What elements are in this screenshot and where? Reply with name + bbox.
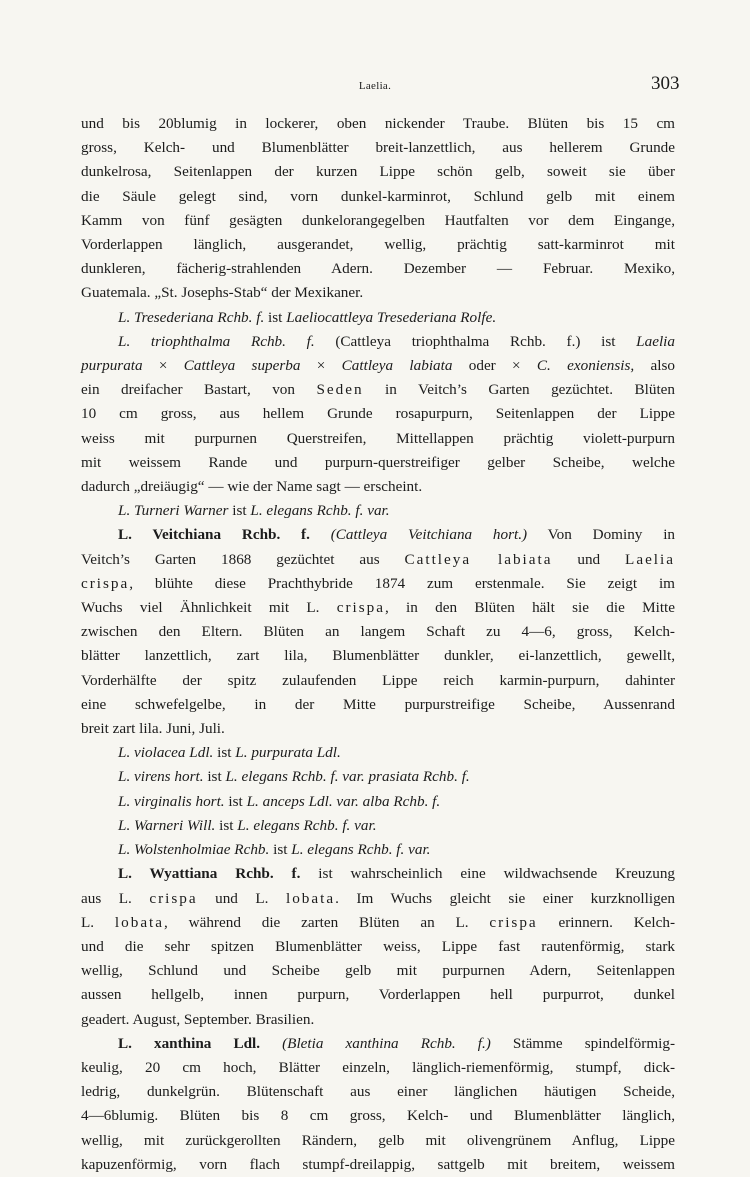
text-line [81, 1153, 675, 1177]
text-line [81, 911, 675, 935]
text-segment: crispa [336, 599, 385, 617]
text-line [81, 475, 675, 499]
text-line [81, 620, 675, 644]
text-segment: 4—6blumig. Blüten bis 8 cm gross, Kelch- und Blumenblätter länglich, [81, 1107, 675, 1125]
page-number: 303 [651, 73, 680, 94]
text-segment: , in den Blüten hält sie die Mitte [384, 599, 676, 617]
text-line [81, 862, 675, 886]
text-line [81, 378, 675, 402]
text-segment: dunkelrosa, Seitenlappen der kurzen Lippe schön gelb, soweit sie über [81, 163, 675, 181]
text-segment: geadert. August, September. Brasilien. [81, 1010, 315, 1028]
text-segment: (Bletia xanthina Rchb. f.) [282, 1034, 491, 1052]
text-segment: ist [269, 841, 292, 859]
text-segment: L. violacea Ldl. [118, 744, 214, 762]
text-segment: lobata [285, 889, 336, 907]
text-segment: mit weissem Rande und purpurn-querstreifiger gelber Scheibe, welche [81, 453, 675, 471]
text-segment: ist [228, 502, 251, 520]
text-segment: keulig, 20 cm hoch, Blätter einzeln, länglich-riemenförmig, stumpf, dick- [81, 1058, 675, 1076]
text-line [81, 1008, 675, 1032]
text-segment: kapuzenförmig, vorn flach stumpf-dreilappig, sattgelb mit breitem, weissem [81, 1155, 675, 1173]
running-title: Laelia. [358, 80, 392, 92]
text-line [81, 838, 675, 862]
text-line [81, 1104, 675, 1128]
text-segment: L. Wolstenholmiae Rchb. [118, 841, 270, 859]
text-line [81, 935, 675, 959]
text-segment: dadurch „dreiäugig“ — wie der Name sagt — erscheint. [81, 478, 423, 496]
text-line [81, 281, 675, 305]
text-line [81, 499, 675, 523]
text-line [81, 669, 675, 693]
text-line [81, 765, 675, 789]
text-line [81, 983, 675, 1007]
text-line [81, 814, 675, 838]
text-segment: Seden [316, 381, 364, 399]
text-segment: also [634, 357, 675, 375]
text-segment: ist wahrscheinlich eine wildwachsende Kreuzung [300, 865, 676, 883]
text-segment: Vorderhälfte der spitz zulaufenden Lippe reich karmin-purpurn, dahinter [81, 671, 675, 689]
text-line [81, 1080, 675, 1104]
text-segment: 10 cm gross, aus hellem Grunde rosapurpurn, Seitenlappen der Lippe [81, 405, 675, 423]
text-segment: ledrig, dunkelgrün. Blütenschaft aus einer länglichen häutigen Scheide, [81, 1083, 675, 1101]
text-segment: L. Warneri Will. [118, 816, 216, 834]
text-line [81, 402, 675, 426]
text-segment: Cattleya superba [183, 357, 301, 375]
text-segment: L. triophthalma Rchb. f. [118, 332, 315, 350]
text-segment: L. Wyattiana Rchb. f. [118, 865, 301, 883]
text-segment: L. virens hort. [118, 768, 204, 786]
text-segment: lobata [114, 913, 165, 931]
text-line [81, 1129, 675, 1153]
text-segment: L. Tresederiana Rchb. f. [118, 308, 265, 326]
text-segment: aus L. [81, 889, 150, 907]
text-line [81, 185, 675, 209]
text-segment: Kamm von fünf gesägten dunkelorangegelben Hautfalten vor dem Eingange, [81, 211, 675, 229]
text-segment: aussen hellgelb, innen purpurn, Vorderlappen hell purpurrot, dunkel [81, 986, 675, 1004]
text-line [81, 959, 675, 983]
text-segment [310, 526, 331, 543]
text-segment: Laelia [625, 550, 675, 568]
text-segment: crispa [149, 889, 198, 907]
text-line [81, 160, 675, 184]
text-segment: ist [213, 744, 236, 762]
body-text [81, 112, 675, 1177]
text-line [81, 644, 675, 668]
text-segment: und bis 20blumig in lockerer, oben nickender Traube. Blüten bis 15 cm [81, 115, 675, 132]
text-segment: Wuchs viel Ähnlichkeit mit L. [81, 599, 337, 617]
text-line [81, 209, 675, 233]
text-segment: L. virginalis hort. [118, 792, 225, 810]
text-segment: oder × [452, 357, 537, 375]
text-segment: ist [224, 792, 247, 810]
text-segment: Veitch’s Garten 1868 gezüchtet aus [81, 550, 405, 568]
text-line [81, 354, 675, 378]
text-segment: , blühte diese Prachthybride 1874 zum erstenmale. Sie zeigt im [129, 574, 675, 592]
text-segment: (Cattleya Veitchiana hort.) [330, 526, 528, 544]
text-segment: wellig, mit zurückgerollten Rändern, gelb mit olivengrünem Anflug, Lippe [81, 1131, 675, 1149]
text-segment: dunkleren, fächerig-strahlenden Adern. Dezember — Februar. Mexiko, [81, 260, 675, 278]
text-segment: gross, Kelch- und Blumenblätter breit-lanzettlich, aus hellerem Grunde [81, 139, 675, 157]
text-segment: und [552, 550, 626, 568]
text-line [81, 233, 675, 257]
text-segment [260, 1035, 282, 1052]
text-segment: × [142, 357, 184, 375]
text-segment: L. [81, 913, 115, 931]
text-line [81, 717, 675, 741]
text-segment: L. xanthina Ldl. [118, 1034, 261, 1052]
text-line [81, 1056, 675, 1080]
text-line [81, 136, 675, 160]
text-line [81, 1032, 675, 1056]
text-segment: zwischen den Eltern. Blüten an langem Schaft zu 4—6, gross, Kelch- [81, 623, 675, 641]
text-segment: Stämme spindelförmig- [490, 1034, 676, 1052]
text-line [81, 427, 675, 451]
text-segment: Von Dominy in [527, 526, 676, 544]
text-segment: weiss mit purpurnen Querstreifen, Mittellappen prächtig violett-purpurn [81, 429, 675, 447]
text-segment: und die sehr spitzen Blumenblätter weiss, Lippe fast rautenförmig, stark [81, 937, 675, 955]
text-segment: crispa [489, 913, 538, 931]
text-segment: Vorderlappen länglich, ausgerandet, wellig, prächtig satt-karminrot mit [81, 236, 675, 254]
text-segment: crispa [81, 574, 130, 592]
text-line [81, 572, 675, 596]
text-line [81, 887, 675, 911]
text-line [81, 523, 675, 547]
text-segment: ein dreifacher Bastart, von [81, 381, 317, 399]
text-segment: Guatemala. „St. Josephs-Stab“ der Mexikaner. [81, 284, 364, 302]
text-segment: Cattleya labiata [341, 357, 453, 375]
text-segment: . Im Wuchs gleicht sie einer kurzknolligen [335, 889, 675, 907]
text-segment: L. purpurata Ldl. [235, 744, 341, 762]
text-segment: blätter lanzettlich, zart lila, Blumenblätter dunkler, ei-lanzettlich, gewellt, [81, 647, 675, 665]
text-line [81, 693, 675, 717]
text-segment: die Säule gelegt sind, vorn dunkel-karminrot, Schlund gelb mit einem [81, 187, 675, 205]
text-line [81, 330, 675, 354]
text-segment: ist [264, 308, 287, 326]
text-segment: L. Veitchiana Rchb. f. [118, 526, 310, 544]
text-line [81, 548, 675, 572]
text-segment: L. elegans Rchb. f. var. prasiata Rchb. f. [225, 768, 470, 786]
text-segment: Laeliocattleya Tresederiana Rolfe. [286, 308, 497, 326]
text-segment: ist [203, 768, 226, 786]
text-segment: breit zart lila. Juni, Juli. [81, 720, 225, 738]
text-segment: L. elegans Rchb. f. var. [250, 502, 390, 520]
text-segment: L. elegans Rchb. f. var. [291, 841, 431, 859]
text-segment: in Veitch’s Garten gezüchtet. Blüten [363, 381, 675, 399]
text-line [81, 790, 675, 814]
text-line [81, 112, 675, 136]
text-line [81, 741, 675, 765]
text-segment: , während die zarten Blüten an L. [164, 913, 490, 931]
text-segment: eine schwefelgelbe, in der Mitte purpurstreifige Scheibe, Aussenrand [81, 695, 675, 713]
text-segment: Laelia [636, 332, 675, 350]
text-segment: × [300, 357, 342, 375]
text-segment: L. elegans Rchb. f. var. [237, 816, 377, 834]
text-segment: und L. [197, 889, 286, 907]
text-segment: purpurata [81, 357, 143, 375]
text-segment: L. anceps Ldl. var. alba Rchb. f. [246, 792, 441, 810]
text-line [81, 306, 675, 330]
text-segment: erinnern. Kelch- [537, 913, 676, 931]
text-segment: L. Turneri Warner [118, 502, 229, 520]
text-segment: wellig, Schlund und Scheibe gelb mit purpurnen Adern, Seitenlappen [81, 962, 675, 980]
text-segment: (Cattleya triophthalma Rchb. f.) ist [314, 332, 637, 350]
text-segment: Cattleya labiata [404, 550, 553, 568]
text-line [81, 257, 675, 281]
text-segment: ist [215, 816, 238, 834]
text-line [81, 596, 675, 620]
text-line [81, 451, 675, 475]
text-segment: C. exoniensis, [536, 357, 635, 375]
